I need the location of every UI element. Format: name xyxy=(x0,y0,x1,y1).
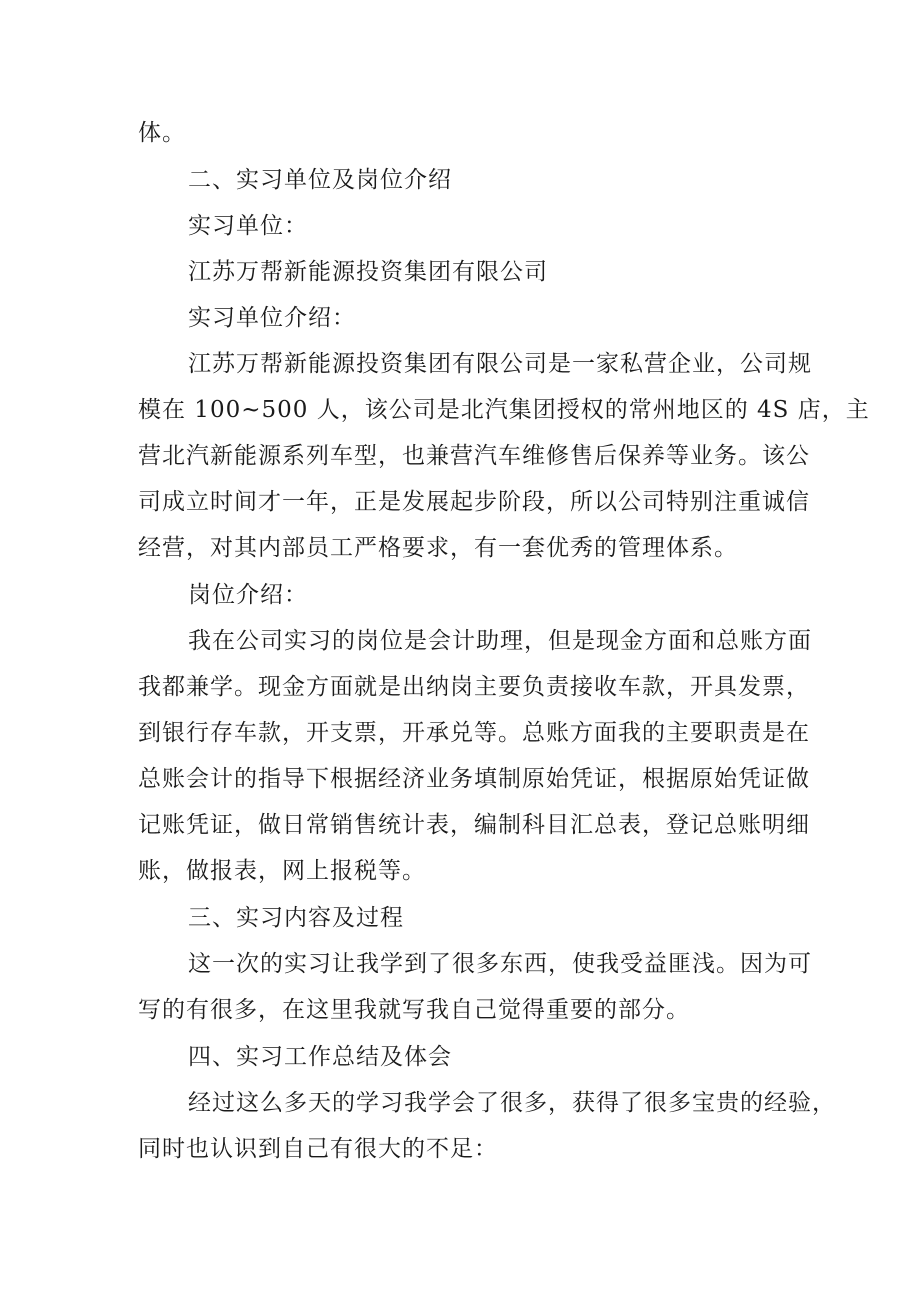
field-label: 实习单位介绍： xyxy=(188,305,356,331)
paragraph-line: 经过这么多天的学习我学会了很多，获得了很多宝贵的经验， xyxy=(188,1090,836,1116)
paragraph-line: 到银行存车款，开支票，开承兑等。总账方面我的主要职责是在 xyxy=(138,720,810,746)
paragraph-line: 我在公司实习的岗位是会计助理，但是现金方面和总账方面 xyxy=(188,628,812,654)
paragraph-line: 体。 xyxy=(138,120,186,146)
paragraph-line: 账，做报表，网上报税等。 xyxy=(138,858,426,884)
section-heading: 四、实习工作总结及体会 xyxy=(188,1044,452,1070)
paragraph-line: 写的有很多，在这里我就写我自己觉得重要的部分。 xyxy=(138,997,690,1023)
paragraph-line: 记账凭证，做日常销售统计表，编制科目汇总表，登记总账明细 xyxy=(138,812,810,838)
paragraph-line: 我都兼学。现金方面就是出纳岗主要负责接收车款，开具发票， xyxy=(138,674,810,700)
field-label: 实习单位： xyxy=(188,213,308,239)
section-heading: 二、实习单位及岗位介绍 xyxy=(188,167,452,193)
field-label: 岗位介绍： xyxy=(188,582,308,608)
paragraph-line: 江苏万帮新能源投资集团有限公司是一家私营企业，公司规 xyxy=(188,351,812,377)
paragraph-line: 司成立时间才一年，正是发展起步阶段，所以公司特别注重诚信 xyxy=(138,489,810,515)
paragraph-line: 总账会计的指导下根据经济业务填制原始凭证，根据原始凭证做 xyxy=(138,766,810,792)
company-name: 江苏万帮新能源投资集团有限公司 xyxy=(188,259,548,285)
paragraph-line: 营北汽新能源系列车型，也兼营汽车维修售后保养等业务。该公 xyxy=(138,443,810,469)
section-heading: 三、实习内容及过程 xyxy=(188,905,404,931)
paragraph-line: 经营，对其内部员工严格要求，有一套优秀的管理体系。 xyxy=(138,535,738,561)
paragraph-line: 模在 100~500 人，该公司是北汽集团授权的常州地区的 4S 店，主 xyxy=(138,397,870,423)
paragraph-line: 这一次的实习让我学到了很多东西，使我受益匪浅。因为可 xyxy=(188,951,812,977)
paragraph-line: 同时也认识到自己有很大的不足： xyxy=(138,1136,498,1162)
